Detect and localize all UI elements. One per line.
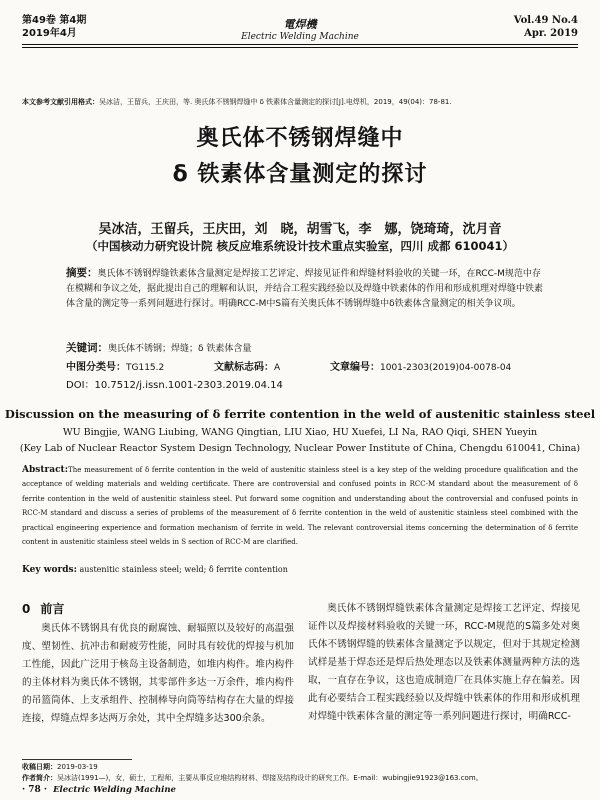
section-title: 前言 <box>40 602 65 616</box>
section-number: 0 <box>22 602 31 616</box>
journal-logo-cn: 電焊機 <box>283 18 317 31</box>
page-number: · 78 · <box>22 785 48 795</box>
abstract-cn-label: 摘要： <box>66 267 98 279</box>
body-paragraph-right: 奥氏体不锈钢焊缝铁素体含量测定是焊接工艺评定、焊接见证件以及焊接材料验收的关键一环，RCC-M规范的S篇多处对奥氏体不锈钢焊缝的铁素体含量测定予以规定，但对于其规定检测试样是基于焊态还是焊后热处理态以及铁素体测量两种方法的选取，一直存在争议，这也造成制造厂在具体实施上存在偏差。因此有必要结合工程实践经验以及焊缝中铁素体的作用和形成机理对焊缝中铁素体含量的测定等一系列问题进行探讨，明确RCC- <box>308 603 580 722</box>
volume-issue-cn: 第49卷 第4期 <box>22 15 87 26</box>
title-line-2: δ 铁素体含量测定的探讨 <box>172 162 428 187</box>
authors-en: WU Bingjie, WANG Liubing, WANG Qingtian, LIU Xiao, HU Xuefei, LI Na, RAO Qiqi, SHEN Yueyin <box>62 427 538 438</box>
doi: DOI：10.7512/j.issn.1001-2303.2019.04.14 <box>66 380 283 391</box>
keywords-en-text: austenitic stainless steel; weld; δ ferrite contention <box>79 565 288 574</box>
footnote-received: 收稿日期：2019-03-19 <box>22 763 98 771</box>
document-code: 文献标志码：A <box>214 362 281 373</box>
header-rule-top <box>22 44 578 45</box>
title-en: Discussion on the measuring of δ ferrite contention in the weld of austenitic stainless steel <box>4 407 596 421</box>
running-header-center <box>0 16 600 42</box>
header-rule-bottom <box>22 47 578 48</box>
date-cn: 2019年4月 <box>22 28 77 39</box>
citation-format <box>22 97 578 107</box>
body-paragraph-left: 奥氏体不锈钢具有优良的耐腐蚀、耐辐照以及较好的高温强度、塑韧性、抗冲击和耐疲劳性能，同时具有较优的焊接与机加工性能，因此广泛用于核岛主设备制造，如堆内构件。堆内构件的主体材料为奥氏体不锈钢，其零部件多达一万余件，堆内构件的吊篮筒体、上支承组件、控制棒导向筒等结构存在大量的焊接连接，焊缝点焊多达两万余处，其中全焊缝多达300余条。 <box>22 623 294 724</box>
abstract-en-label: Abstract: <box>22 465 69 475</box>
keywords-en-label: Key words: <box>22 565 77 575</box>
keywords-cn-text: 奥氏体不锈钢；焊缝；δ 铁素体含量 <box>108 344 252 354</box>
body-column-right <box>308 600 580 726</box>
page-footer <box>22 785 176 795</box>
footer-journal-name: Electric Welding Machine <box>53 785 176 795</box>
keywords-cn <box>66 340 251 355</box>
journal-name-en: Electric Welding Machine <box>241 32 359 42</box>
footnote-rule <box>22 759 132 760</box>
date-en: Apr. 2019 <box>524 28 578 39</box>
section-heading <box>22 600 294 618</box>
authors-cn: 吴冰洁，王留兵，王庆田，刘 晓，胡雪飞，李 娜，饶琦琦，沈月音 <box>98 222 502 237</box>
clc-number: 中图分类号：TG115.2 <box>66 362 165 373</box>
volume-issue-en: Vol.49 No.4 <box>513 15 578 26</box>
keywords-en <box>22 565 288 575</box>
abstract-en-text: The measurement of δ ferrite contention in the weld of austenitic stainless steel is a key step of the welding procedure qualification and the acceptance of welding materials and welding certificate. There are controversial and confused points in RCC-M standard about the measurement of δ ferrite contention in the weld of austenitic stainless steel. Put forward some cognition and understanding about the controversial and confused points in RCC-M standard and discuss a series of problems of the measurement of δ ferrite contention in the weld of austenitic stainless steel combined with the practical engineering experience and formation mechanism of ferrite in weld. The relevant controversial items concerning the determination of δ ferrite content in austenitic stainless steel welds in S section of RCC-M are clarified. <box>22 466 578 547</box>
citation-label: 本文参考文献引用格式： <box>22 98 99 106</box>
body-column-left <box>22 600 294 728</box>
affiliation-en: (Key Lab of Nuclear Reactor System Design Technology, Nuclear Power Institute of China, Chengdu 610041, China) <box>19 443 581 454</box>
article-number: 文章编号：1001-2303(2019)04-0078-04 <box>330 362 512 373</box>
abstract-cn-text: 奥氏体不锈钢焊缝铁素体含量测定是焊接工艺评定、焊接见证件和焊缝材料验收的关键一环，在RCC-M规范中存在模糊和争议之处，据此提出自己的理解和认识，并结合工程实践经验以及焊缝中铁素体的作用和形成机理对焊缝中铁素体含量的测定等一系列问题进行探讨。明确RCC-M中S篇有关奥氏体不锈钢焊缝中δ铁素体含量测定的相关争议项。 <box>66 269 544 309</box>
keywords-cn-label: 关键词： <box>66 342 108 354</box>
citation-text: 吴冰洁，王留兵，王庆田，等. 奥氏体不锈钢焊缝中 δ 铁素体含量测定的探讨[J].电焊机，2019，49(04)：78-81. <box>99 98 452 106</box>
running-header-right <box>514 14 578 40</box>
abstract-cn <box>66 266 546 312</box>
affiliation-cn: （中国核动力研究设计院 核反应堆系统设计技术重点实验室，四川 成都 610041） <box>85 239 515 253</box>
title-line-1: 奥氏体不锈钢焊缝中 <box>196 126 404 151</box>
footnote-author: 作者简介：吴冰洁(1991—)，女，硕士，工程师，主要从事反应堆结构材料、焊接及结构设计的研究工作。E-mail：wubingjie91923@163.com。 <box>22 774 483 782</box>
abstract-en <box>22 463 578 549</box>
